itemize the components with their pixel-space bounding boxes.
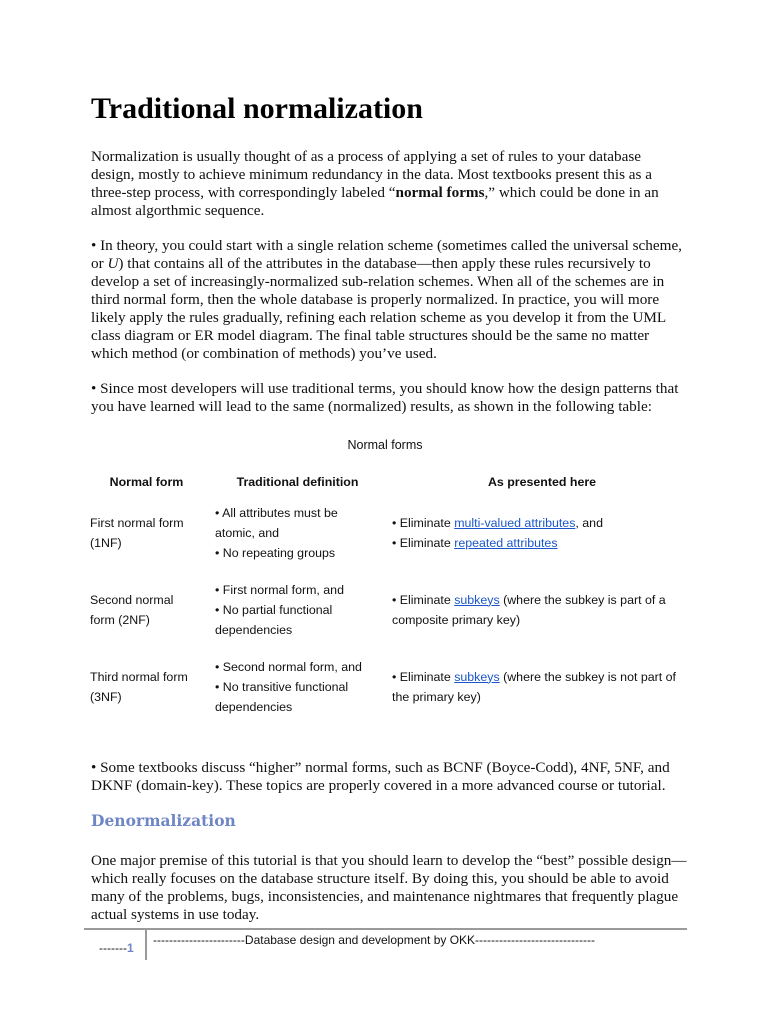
link-repeated-attributes[interactable]: repeated attributes (454, 535, 558, 550)
cell-definition: • Second normal form, and • No transitive functional dependencies (215, 659, 362, 714)
intro-paragraph: Normalization is usually thought of as a process of applying a set of rules to your database design, mostly to achieve minimum redundancy in the data. Most textbooks present this as a three-step process, with correspondingly labeled “normal forms,” which could be done in an almost algorthmic sequence. (91, 148, 659, 219)
link-subkeys[interactable]: subkeys (454, 592, 500, 607)
page-number: -------1 (99, 941, 134, 955)
theory-paragraph: • In theory, you could start with a single relation scheme (sometimes called the universal scheme, or U) that contains all of the attributes in the database—then apply these rules recursively to develop a set of increasingly-normalized sub-relation schemes. When all of the schemes are in third normal form, then the whole database is properly normalized. In practice, you will more likely apply the rules gradually, refining each relation scheme as you develop it from the UML class diagram or ER model diagram. The final table structures should be the same no matter which method (or combination of methods) you’ve used. (91, 237, 682, 362)
cell-presented: • Eliminate multi-valued attributes, and • Eliminate repeated attributes (392, 515, 603, 550)
link-multi-valued-attributes[interactable]: multi-valued attributes (454, 515, 576, 530)
universal-scheme-symbol: U (107, 255, 119, 272)
normal-forms-term: normal forms (395, 184, 485, 201)
cell-form: Second normal form (2NF) (90, 592, 174, 627)
cell-presented: • Eliminate subkeys (where the subkey is not part of the primary key) (392, 669, 676, 704)
page-title: Traditional normalization (91, 92, 423, 125)
header-traditional-definition: Traditional definition (236, 475, 359, 489)
developers-paragraph: • Since most developers will use traditional terms, you should know how the design patterns that you have learned will lead to the same (normalized) results, as shown in the following table: (91, 380, 679, 415)
table-row (84, 648, 698, 725)
cell-definition: • All attributes must be atomic, and • No repeating groups (215, 505, 338, 560)
normal-forms-table (84, 470, 698, 725)
footer-rule (84, 928, 687, 930)
footer-text: -----------------------Database design and development by OKK------------------------------ (153, 933, 595, 947)
footer-divider (145, 930, 147, 960)
denormalization-paragraph: One major premise of this tutorial is that you should learn to develop the “best” possible design—which really focuses on the database structure itself. By doing this, you should be able to avoid many of the problems, bugs, inconsistencies, and maintenance nightmares that frequently plague actual systems in use today. (91, 852, 687, 923)
header-as-presented: As presented here (487, 475, 597, 489)
table-row (84, 571, 698, 648)
header-normal-form: Normal form (109, 475, 184, 489)
cell-form: First normal form (1NF) (90, 515, 184, 550)
link-subkeys[interactable]: subkeys (454, 669, 500, 684)
table-caption: Normal forms (347, 438, 423, 452)
higher-forms-paragraph: • Some textbooks discuss “higher” normal forms, such as BCNF (Boyce-Codd), 4NF, 5NF, and DKNF (domain-key). These topics are properly covered in a more advanced course or tutorial. (91, 759, 670, 794)
page-number-value: 1 (126, 941, 134, 955)
table-row (84, 494, 698, 571)
table-header-row (84, 470, 698, 494)
cell-definition: • First normal form, and • No partial functional dependencies (215, 582, 344, 637)
denormalization-heading: Denormalization (91, 811, 236, 830)
cell-form: Third normal form (3NF) (90, 669, 188, 704)
cell-presented: • Eliminate subkeys (where the subkey is part of a composite primary key) (392, 592, 666, 627)
